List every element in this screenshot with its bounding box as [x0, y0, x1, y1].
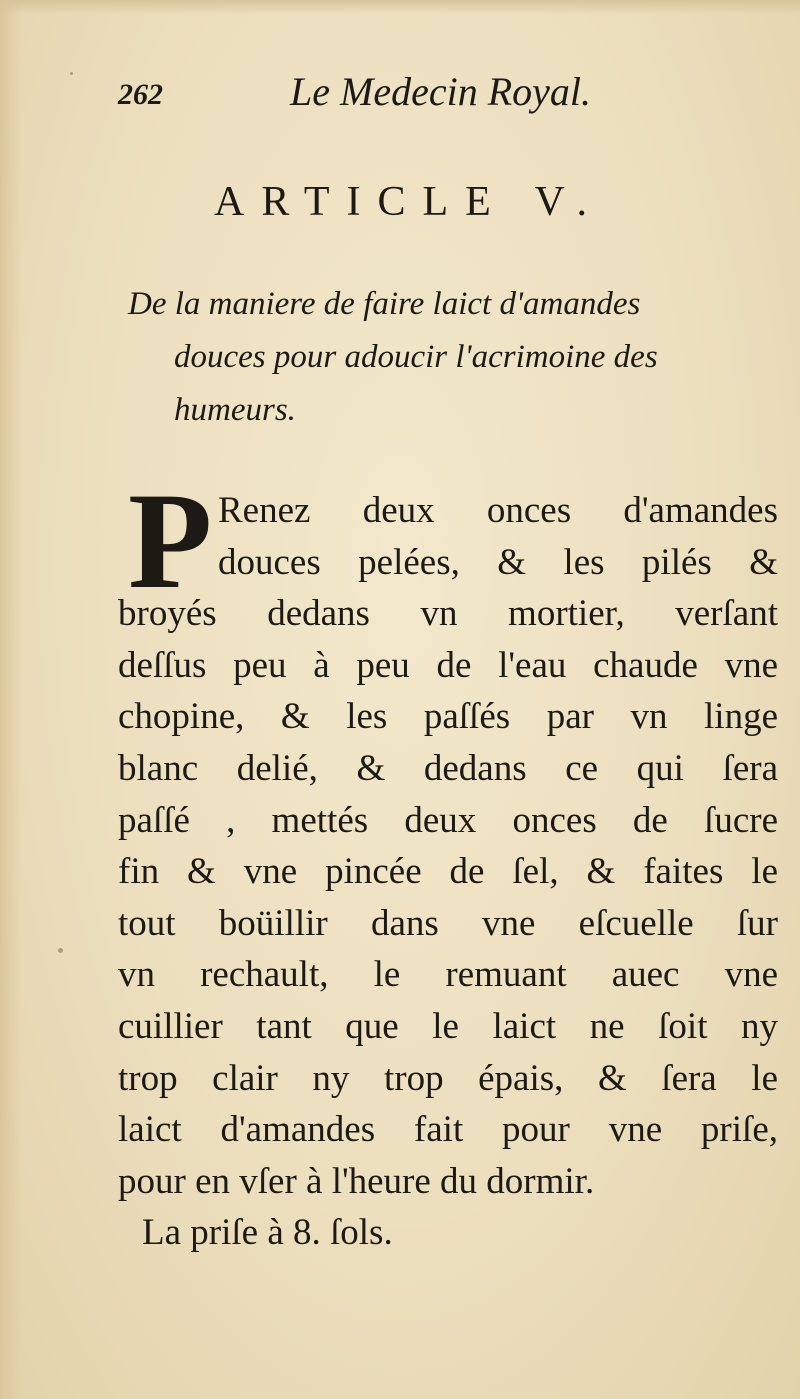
text-line: trop clair ny trop épais, & ſera le [118, 1057, 778, 1099]
text-line: vn rechault, le remuant auec vne [118, 954, 778, 996]
text-line: La priſe à 8. ſols. [142, 1212, 393, 1254]
text-line: pour en vſer à l'heure du dormir. [118, 1160, 595, 1202]
subtitle-line: humeurs. [174, 392, 296, 428]
text-line: paſſé , mettés deux onces de ſucre [118, 799, 778, 841]
ink-speck [58, 948, 63, 953]
text-line: chopine, & les paſſés par vn linge [118, 696, 778, 738]
running-title: Le Medecin Royal. [290, 69, 591, 114]
text-line: cuillier tant que le laict ne ſoit ny [118, 1005, 778, 1047]
text-line: laict d'amandes fait pour vne priſe, [118, 1109, 778, 1151]
body-paragraph [118, 485, 778, 1259]
text-line: deſſus peu à peu de l'eau chaude vne [118, 644, 778, 686]
subtitle-line: douces pour adoucir l'acrimoine des [174, 339, 658, 375]
subtitle-line: De la maniere de faire laict d'amandes [128, 286, 641, 322]
text-line: douces pelées, & les pilés & [218, 541, 778, 583]
drop-cap: P [128, 464, 213, 617]
page-number: 262 [118, 78, 163, 111]
text-line: fin & vne pincée de ſel, & faites le [118, 851, 778, 893]
text-line: broyés dedans vn mortier, verſant [118, 593, 778, 635]
article-heading: ARTICLE V. [214, 179, 604, 225]
text-line: Renez deux onces d'amandes [218, 490, 778, 531]
article-subtitle [128, 278, 788, 437]
running-head [0, 68, 800, 128]
text-line: tout boüillir dans vne eſcuelle ſur [118, 902, 778, 944]
text-line: blanc delié, & dedans ce qui ſera [118, 747, 778, 789]
